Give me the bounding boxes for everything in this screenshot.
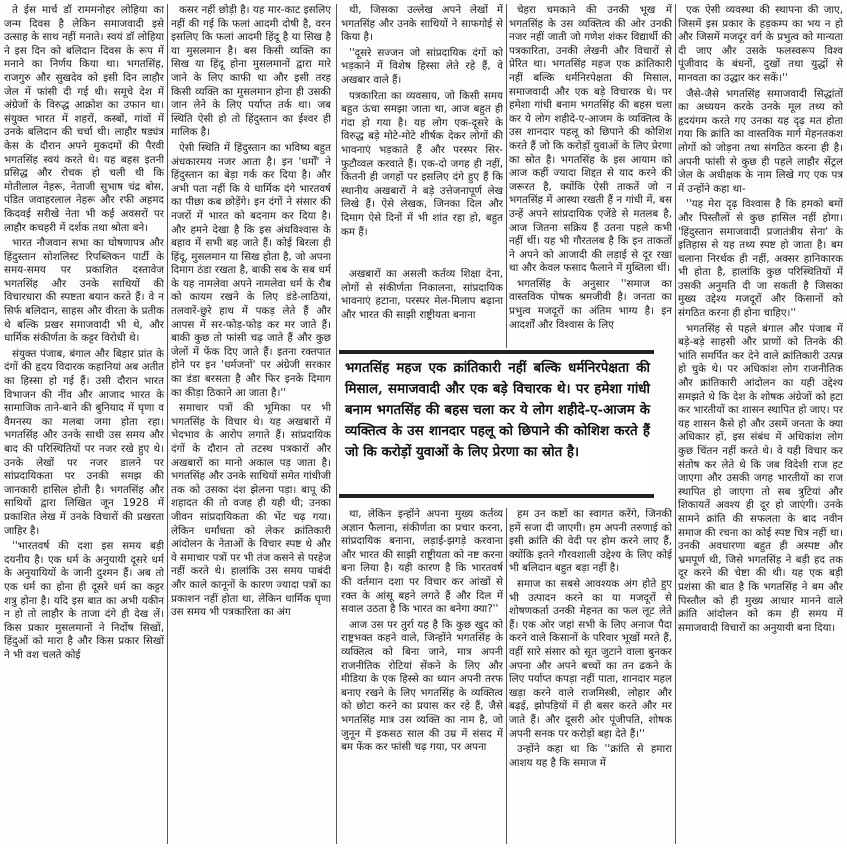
paragraph: भगतसिंह के अनुसार ''समाज का वास्तविक पोषक श्रमजीवी है। जनता का प्रभुत्व मजदूरों का अंतिम भाग्य है। इन आदर्शों और विश्वास के लिए: [509, 277, 672, 331]
paragraph: कसर नहीं छोड़ी है। यह मार-काट इसलिए नहीं की गई कि फलां आदमी दोषी है, वरन इसलिए कि फलां आदमी हिंदू है या सिख है या मुसलमान है। बस किसी व्यक्ति का सिख या हिंदू होना मुसलमानों द्वारा मारे जाने के लिए काफी था और इसी तरह किसी व्यक्ति का मुसलमान होना ही उसकी जान लेने के लिए पर्याप्त तर्क था। जब स्थिति ऐसी हो तो हिंदुस्तान का ईश्वर ही मालिक है।: [171, 4, 331, 139]
article-column-4-bottom: [509, 508, 672, 844]
paragraph: जैसे-जैसे भगतसिंह समाजवादी सिद्धांतों का अध्ययन करके उनके मूल तथ्य को हृदयंगम करते गए उनका यह दृढ़ मत होता गया कि क्रांति का वास्तविक मार्ग मेहनतकश लोगों को जोड़ना तथा संगठित करना ही है। अपनी फांसी से कुछ ही पहले लाहौर सेंट्रल जेल के अधीक्षक के नाम लिखे गए एक पत्र में उन्होंने कहा था-: [678, 87, 843, 195]
paragraph: आज उस पर तुर्रा यह है कि कुछ खुद को राष्ट्रभक्त कहने वाले, जिन्होंने भगतसिंह के व्यक्तित्व को बिना जाने, मात्र अपनी राजनीतिक रोटियां सेंकने के लिए और मीडिया के एक हिस्से का ध्यान अपनी तरफ बनाए रखने के लिए भगतसिंह के व्यक्तित्व को छोटा करने का प्रयास कर रहे हैं, जैसे भगतसिंह मात्र उस व्यक्ति का नाम है, जो जुनून में इकसठ साल की उम्र में संसद में बम फेंक कर फांसी चढ़ गया, पर अपना: [341, 618, 503, 754]
paragraph: हम उन कष्टों का स्वागत करेंगे, जिनकी हमें सजा दी जाएगी। हम अपनी तरुणाई को इसी क्रांति की वेदी पर होम करने लाए हैं, क्योंकि इतने गौरवशाली उद्देश्य के लिए कोई भी बलिदान बहुत बड़ा नहीं है।: [509, 508, 672, 575]
paragraph: समाज का सबसे आवश्यक अंग होते हुए भी उत्पादन करने का या मजदूरों से शोषणकर्ता उनकी मेहनत का फल लूट लेते हैं। एक ओर जहां सभी के लिए अनाज पैदा करने वाले किसानों के परिवार भूखों मरते हैं, वहीं सारे संसार को सूत जुटाने वाला बुनकर अपना और अपने बच्चों का तन ढकने के लिए पर्याप्त कपड़ा नहीं पाता, शानदार महल खड़ा करने वाले राजमिस्त्री, लोहार और बढ़ई, झोपड़ियों में ही बसर करते और मर जाते हैं। और दूसरी ओर पूंजीपति, शोषक अपनी सनक पर करोड़ों बहा देते हैं।'': [509, 577, 672, 740]
paragraph: ''दूसरे सज्जन जो सांप्रदायिक दंगों को भड़काने में विशेष हिस्सा लेते रहे हैं, वे अखबार वाले हैं।: [341, 46, 503, 86]
article-column-3-mid: [341, 268, 503, 348]
article-column-4-top: [509, 4, 672, 348]
article-column-3-bottom: [341, 508, 503, 844]
pull-quote-bottom-rule: [339, 494, 654, 498]
article-column-2: [171, 4, 331, 846]
article-column-3-top: [341, 4, 503, 266]
paragraph: समाचार पत्रों की भूमिका पर भी भगतसिंह के विचार थे। यह अखबारों में भेदभाव के आरोप लगाते हैं। सांप्रदायिक दंगों के दौरान तो तटस्थ पत्रकारों और अखबारों का मानो अकाल पड़ जाता है। भगतसिंह और उनके साथियों समेत गांधीजी तक को उसका दंश झेलना पड़ा। बापू की शहादत की तो वजह ही यही थी; उनका जीवन सांप्रदायिकता की भेंट चढ़ गया। लेकिन धर्मांधता को लेकर क्रांतिकारी आंदोलन के नेताओं के विचार स्पष्ट थे और वे समाचार पत्रों पर भी तंज कसने से परहेज नहीं करते थे। हालांकि उस समय पाबंदी और काले कानूनों के कारण ज्यादा पत्रों का प्रकाशन नहीं होता था, लेकिन धार्मिक घृणा उस समय भी पत्रकारिता का अंग: [171, 402, 331, 619]
article-column-1: [4, 4, 164, 846]
paragraph: उन्होंने कहा था कि ''क्रांति से हमारा आशय यह है कि समाज में: [509, 743, 672, 769]
paragraph: ऐसी स्थिति में हिंदुस्तान का भविष्य बहुत अंधकारमय नजर आता है। इन 'धर्मों' ने हिंदुस्तान का बेड़ा गर्क कर दिया है। और अभी पता नहीं कि ये धार्मिक दंगे भारतवर्ष का पीछा कब छोड़ेंगे। इन दंगों ने संसार की नजरों में भारत को बदनाम कर दिया है। और हमने देखा है कि इस अंधविश्वास के बहाव में सभी बह जाते हैं। कोई बिरला ही हिंदू, मुसलमान या सिख होता है, जो अपना दिमाग ठंडा रखता है, बाकी सब के सब धर्म के यह नामलेवा अपने नामलेवा धर्म के रौब को कायम रखने के लिए डंडे-लाठियां, तलवारें-छुरे हाथ में पकड़ लेते हैं और आपस में सर-फोड़-फोड़ कर मर जाते हैं। बाकी कुछ तो फांसी चढ़ जाते हैं और कुछ जेलों में फेंक दिए जाते हैं। इतना रक्तपात होने पर इन 'धर्मजनों' पर अंग्रेजी सरकार का डंडा बरसता है और फिर इनके दिमाग का कीड़ा ठिकाने आ जाता है।'': [171, 141, 331, 399]
paragraph: था, लेकिन इन्होंने अपना मुख्य कर्तव्य अज्ञान फैलाना, संकीर्णता का प्रचार करना, सांप्रदायिक बनाना, लड़ाई-झगड़े करवाना और भारत की साझी राष्ट्रीयता को नष्ट करना बना लिया है। यही कारण है कि भारतवर्ष की वर्तमान दशा पर विचार कर आंखों से रक्त के आंसू बहने लगते हैं और दिल में सवाल उठता है कि भारत का बनेगा क्या?'': [341, 508, 503, 616]
paragraph: अखबारों का असली कर्तव्य शिक्षा देना, लोगों से संकीर्णता निकालना, सांप्रदायिक भावनाएं हटाना, परस्पर मेल-मिलाप बढ़ाना और भारत की साझी राष्ट्रीयता बनाना: [341, 268, 503, 321]
paragraph: भारत नौजवान सभा का घोषणापत्र और हिंदुस्तान सोशलिस्ट रिपब्लिकन पार्टी के समय-समय पर प्रकाशित दस्तावेज भगतसिंह और उनके साथियों की विचारधारा की स्पष्टता बयान करते हैं। वे न सिर्फ बलिदान, साहस और वीरता के प्रतीक थे बल्कि प्रखर समाजवादी भी थे, और धार्मिक संकीर्णता के कट्टर विरोधी थे।: [4, 237, 164, 345]
paragraph: संयुक्त पंजाब, बंगाल और बिहार प्रांत के दंगों की हृदय विदारक कहानियां अब अतीत का हिस्सा हो गई हैं। उसी दौरान भारत विभाजन की नींव और आजाद भारत के सामाजिक ताने-बाने की बुनियाद में घृणा व वैमनस्य का मलबा जमा होता रहा। भगतसिंह और उनके साथी उस समय और बाद की परिस्थितियों पर नजर रखे हुए थे। उनके लेखों पर नजर डालने पर सांप्रदायिकता पर उनकी समझ की जानकारी हासिल होती है। भगतसिंह और साथियों द्वारा लिखित जून 1928 में प्रकाशित लेख में उनके विचारों की प्रखरता जाहिर है।: [4, 347, 164, 537]
paragraph: पत्रकारिता का व्यवसाय, जो किसी समय बहुत ऊंचा समझा जाता था, आज बहुत ही गंदा हो गया है। यह लोग एक-दूसरे के विरुद्ध बड़े मोटे-मोटे शीर्षक देकर लोगों की भावनाएं भड़काते हैं और परस्पर सिर-फुटौव्वल करवाते हैं। एक-दो जगह ही नहीं, कितनी ही जगहों पर इसलिए दंगे हुए हैं कि स्थानीय अखबारों ने बड़े उत्तेजनापूर्ण लेख लिखे हैं। ऐसे लेखक, जिनका दिल और दिमाग ऐसे दिनों में भी शांत रहा हो, बहुत कम हैं।: [341, 89, 503, 238]
paragraph: भगतसिंह से पहले बंगाल और पंजाब में बड़े-बड़े साहसी और प्राणों को तिनके की भांति समर्पित कर देने वाले क्रांतिकारी उत्पन्न हो चुके थे। पर अधिकांश लोग राजनीतिक और क्रांतिकारी आंदोलन का यही उद्देश्य समझते थे कि देश के शोषक अंग्रेजों को हटा कर भारतीयों का शासन स्थापित हो जाए। पर यह शासन कैसे हो और उसमें जनता के क्या अधिकार हों, इस संबंध में अधिकांश लोग कुछ चिंतन नहीं करते थे। वे यही विचार कर संतोष कर लेते थे कि जब विदेशी राज हट जाएगा और उसकी जगह भारतीयों का राज स्थापित हो जाएगा तो सब त्रुटियां और शिकायतें अवश्य ही दूर हो जाएंगी। उनके सामने क्रांति की सफलता के बाद नवीन समाज की रचना का कोई स्पष्ट चित्र नहीं था। उनकी अवधारणा बहुत ही अस्पष्ट और भ्रमपूर्ण थी, जिसे भगतसिंह ने बड़ी हद तक दूर करने की चेष्टा की थी। यह एक बड़ी प्रशंसा की बात है कि भगतसिंह ने बम और पिस्तौल को ही मुख्य आधार मानने वाले क्रांति आंदोलन को कम ही समय में समाजवादी विचारों का अनुयायी बना दिया।: [678, 322, 843, 634]
column-rule: [506, 4, 507, 348]
column-rule: [675, 4, 676, 844]
column-rule: [336, 4, 337, 844]
article-column-5: [678, 4, 843, 846]
column-rule: [506, 508, 507, 844]
paragraph: ते ईस मार्च डॉ राममनोहर लोहिया का जन्म दिवस है लेकिन समाजवादी इसे उत्साह के साथ नहीं मनाते। स्वयं डॉ लोहिया ने इस दिन को बलिदान दिवस के रूप में मनाने का निर्णय किया था। भगतसिंह, राजगुरु और सुखदेव को इसी दिन लाहौर जेल में फांसी दी गई थी। समूचे देश में अंग्रेजों के विरुद्ध आक्रोश का उफान था। संयुक्त भारत में शहरों, कस्बों, गांवों में उनके बलिदान की चर्चा थी। लाहौर षड्यंत्र केस के दौरान अपने मुकदमों की पैरवी भगतसिंह स्वयं करते थे। यह बहस इतनी प्रसिद्ध और रोचक हो चली थी कि मोतीलाल नेहरू, नेताजी सुभाष चंद्र बोस, पंडित जवाहरलाल नेहरू और रफी अहमद किदवई सरीखे नेता भी कई अवसरों पर लाहौर कचहरी में दर्शक तथा श्रोता बने।: [4, 4, 164, 234]
paragraph: एक ऐसी व्यवस्था की स्थापना की जाए, जिसमें इस प्रकार के हड़कम्प का भय न हो और जिसमें मजदूर वर्ग के प्रभुत्व को मान्यता दी जाए और उसके फलस्वरूप विश्व पूंजीवाद के बंधनों, दुखों तथा युद्धों से मानवता का उद्धार कर सकें।'': [678, 4, 843, 84]
pull-quote: भगतसिंह महज एक क्रांतिकारी नहीं बल्कि धर्मनिरपेक्षता की मिसाल, समाजवादी और एक बड़े विचारक थे। पर हमेशा गांधी बनाम भगतसिंह की बहस चला कर ये लोग शहीदे-ए-आजम के व्यक्तित्व के उस शानदार पहलू को छिपाने की कोशिश करते हैं जो कि करोड़ों युवाओं के लिए प्रेरणा का स्रोत है।: [345, 360, 650, 460]
pull-quote-top-rule: [339, 350, 654, 354]
paragraph: ''भारतवर्ष की दशा इस समय बड़ी दयनीय है। एक धर्म के अनुयायी दूसरे धर्म के अनुयायियों के जानी दुश्मन हैं। अब तो एक धर्म का होना ही दूसरे धर्म का कट्टर शत्रु होना है। यदि इस बात का अभी यकीन न हो तो लाहौर के ताजा दंगे ही देख लें। किस प्रकार मुसलमानों ने निर्दोष सिखों, हिंदुओं को मारा है और किस प्रकार सिखों ने भी वश चलते कोई: [4, 540, 164, 661]
paragraph: थी, जिसका उल्लेख अपने लेखों में भगतसिंह और उनके साथियों ने साफगोई से किया है।: [341, 4, 503, 44]
paragraph: चेहरा चमकाने की उनकी भूख में भगतसिंह के उस व्यक्तित्व की ओर उनकी नजर नहीं जाती जो गणेश शंकर विद्यार्थी की पत्रकारिता, उनकी लेखनी और विचारों से प्रेरित था। भगतसिंह महज एक क्रांतिकारी नहीं बल्कि धर्मनिरपेक्षता की मिसाल, समाजवादी और एक बड़े विचारक थे। पर हमेशा गांधी बनाम भगतसिंह की बहस चला कर ये लोग शहीदे-ए-आजम के व्यक्तित्व के उस शानदार पहलू को छिपाने की कोशिश करते हैं जो कि करोड़ों युवाओं के लिए प्रेरणा का स्रोत है। भगतसिंह के इस आयाम को आज कहीं ज्यादा शिद्दत से याद करने की जरूरत है, क्योंकि ऐसी ताकतें जो न भगतसिंह में आस्था रखती हैं न गांधी में, बस उन्हें अपने सांप्रदायिक एजेंडे से मतलब है, आज जितना सक्रिय हैं उतना पहले कभी नहीं थीं। यह भी गौरतलब है कि इन ताकतों ने अपने को आजादी की लड़ाई से दूर रखा था और केवल फसाद फैलाने में मुब्तिला थीं।: [509, 4, 672, 275]
column-rule: [167, 4, 168, 844]
pull-quote-box: [339, 350, 654, 502]
paragraph: ''यह मेरा दृढ़ विश्वास है कि हमको बमों और पिस्तौलों से कुछ हासिल नहीं होगा। 'हिंदुस्तान समाजवादी प्रजातंत्रीय सेना' के इतिहास से यह तथ्य स्पष्ट हो जाता है। बम चलाना निरर्थक ही नहीं, अक्सर हानिकारक भी होता है, हालांकि कुछ परिस्थितियों में उसकी अनुमति दी जा सकती है जिसका मुख्य उद्देश्य मजदूरों और किसानों को संगठित करना ही होना चाहिए।'': [678, 198, 843, 320]
